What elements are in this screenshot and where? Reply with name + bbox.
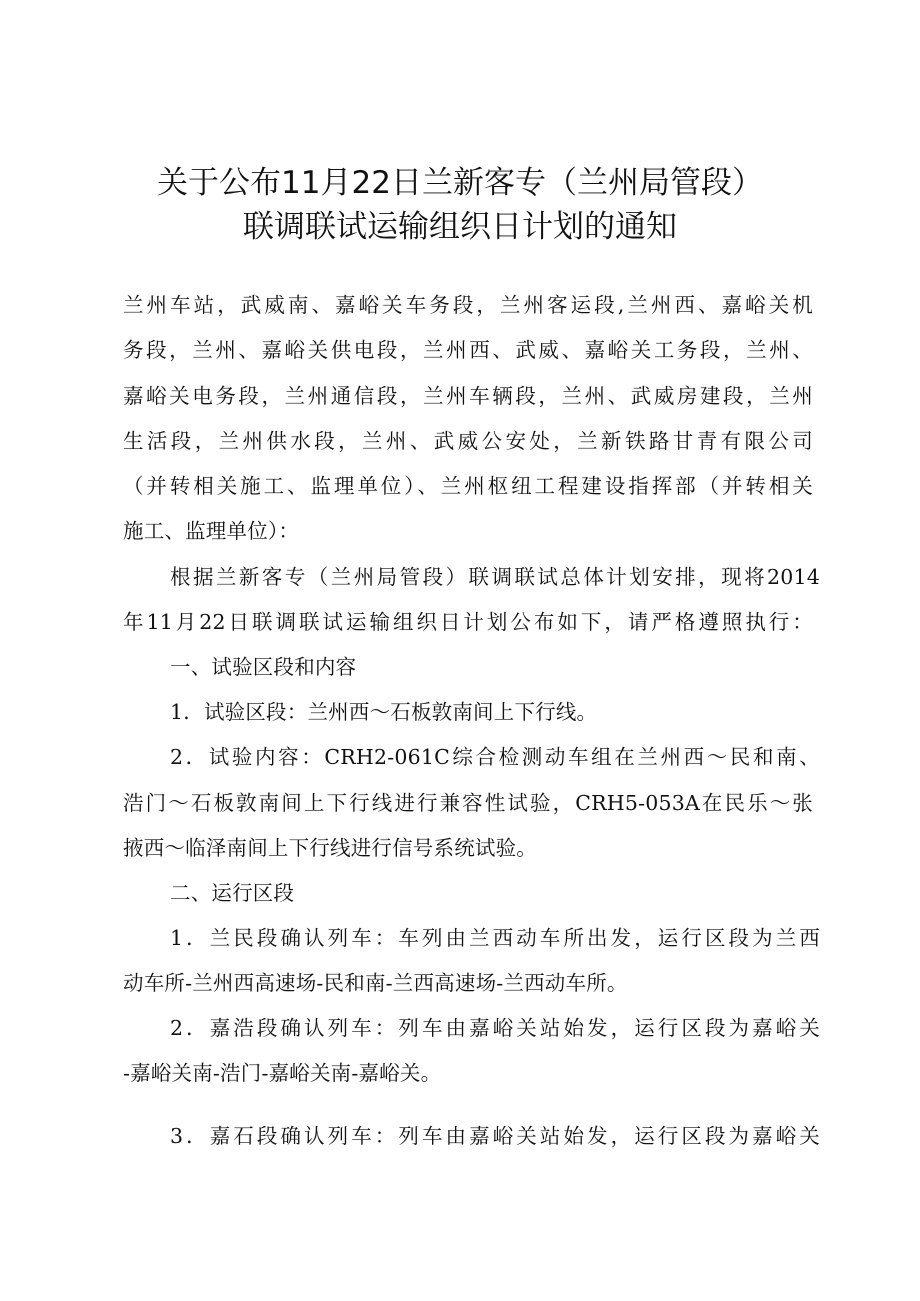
recipients-line-6: 施工、监理单位）： [123,519,300,543]
intro-line-1: 根据兰新客专（兰州局管段）联调联试总体计划安排，现将2014 [170,565,820,589]
section-2-item-2-line-2: -嘉峪关南-浩门-嘉峪关南-嘉峪关。 [123,1061,442,1085]
section-2-item-2-line-1: 2．嘉浩段确认列车：列车由嘉峪关站始发，运行区段为嘉峪关 [170,1016,820,1040]
section-2-item-1-line-2: 动车所-兰州西高速场-民和南-兰西高速场-兰西动车所。 [123,971,628,995]
section-1-item-2-line-1: 2．试验内容：CRH2-061C综合检测动车组在兰州西～民和南、 [170,745,820,769]
section-1-heading: 一、试验区段和内容 [170,655,357,679]
recipients-line-2: 务段，兰州、嘉峪关供电段，兰州西、武威、嘉峪关工务段，兰州、 [123,338,813,362]
recipients-line-1: 兰州车站，武威南、嘉峪关车务段，兰州客运段,兰州西、嘉峪关机 [123,293,813,317]
section-2-heading: 二、运行区段 [170,881,295,905]
section-1-item-2-line-3: 掖西～临泽南间上下行线进行信号系统试验。 [123,836,537,860]
section-1-item-2-line-2: 浩门～石板敦南间上下行线进行兼容性试验，CRH5-053A在民乐～张 [123,791,813,815]
section-2-item-3-line-1: 3．嘉石段确认列车：列车由嘉峪关站始发，运行区段为嘉峪关 [170,1124,820,1148]
recipients-line-5: （并转相关施工、监理单位）、兰州枢纽工程建设指挥部（并转相关 [123,474,813,498]
document-title-line-2: 联调联试运输组织日计划的通知 [243,209,677,245]
recipients-line-3: 嘉峪关电务段，兰州通信段，兰州车辆段，兰州、武威房建段，兰州 [123,384,813,408]
section-1-item-1: 1．试验区段：兰州西～石板敦南间上下行线。 [170,700,598,724]
section-2-item-1-line-1: 1．兰民段确认列车：车列由兰西动车所出发，运行区段为兰西 [170,926,820,950]
recipients-line-4: 生活段，兰州供水段，兰州、武威公安处，兰新铁路甘青有限公司 [123,429,813,453]
document-title-line-1: 关于公布11月22日兰新客专（兰州局管段） [157,165,763,201]
intro-line-2: 年11月22日联调联试运输组织日计划公布如下，请严格遵照执行： [123,610,813,634]
